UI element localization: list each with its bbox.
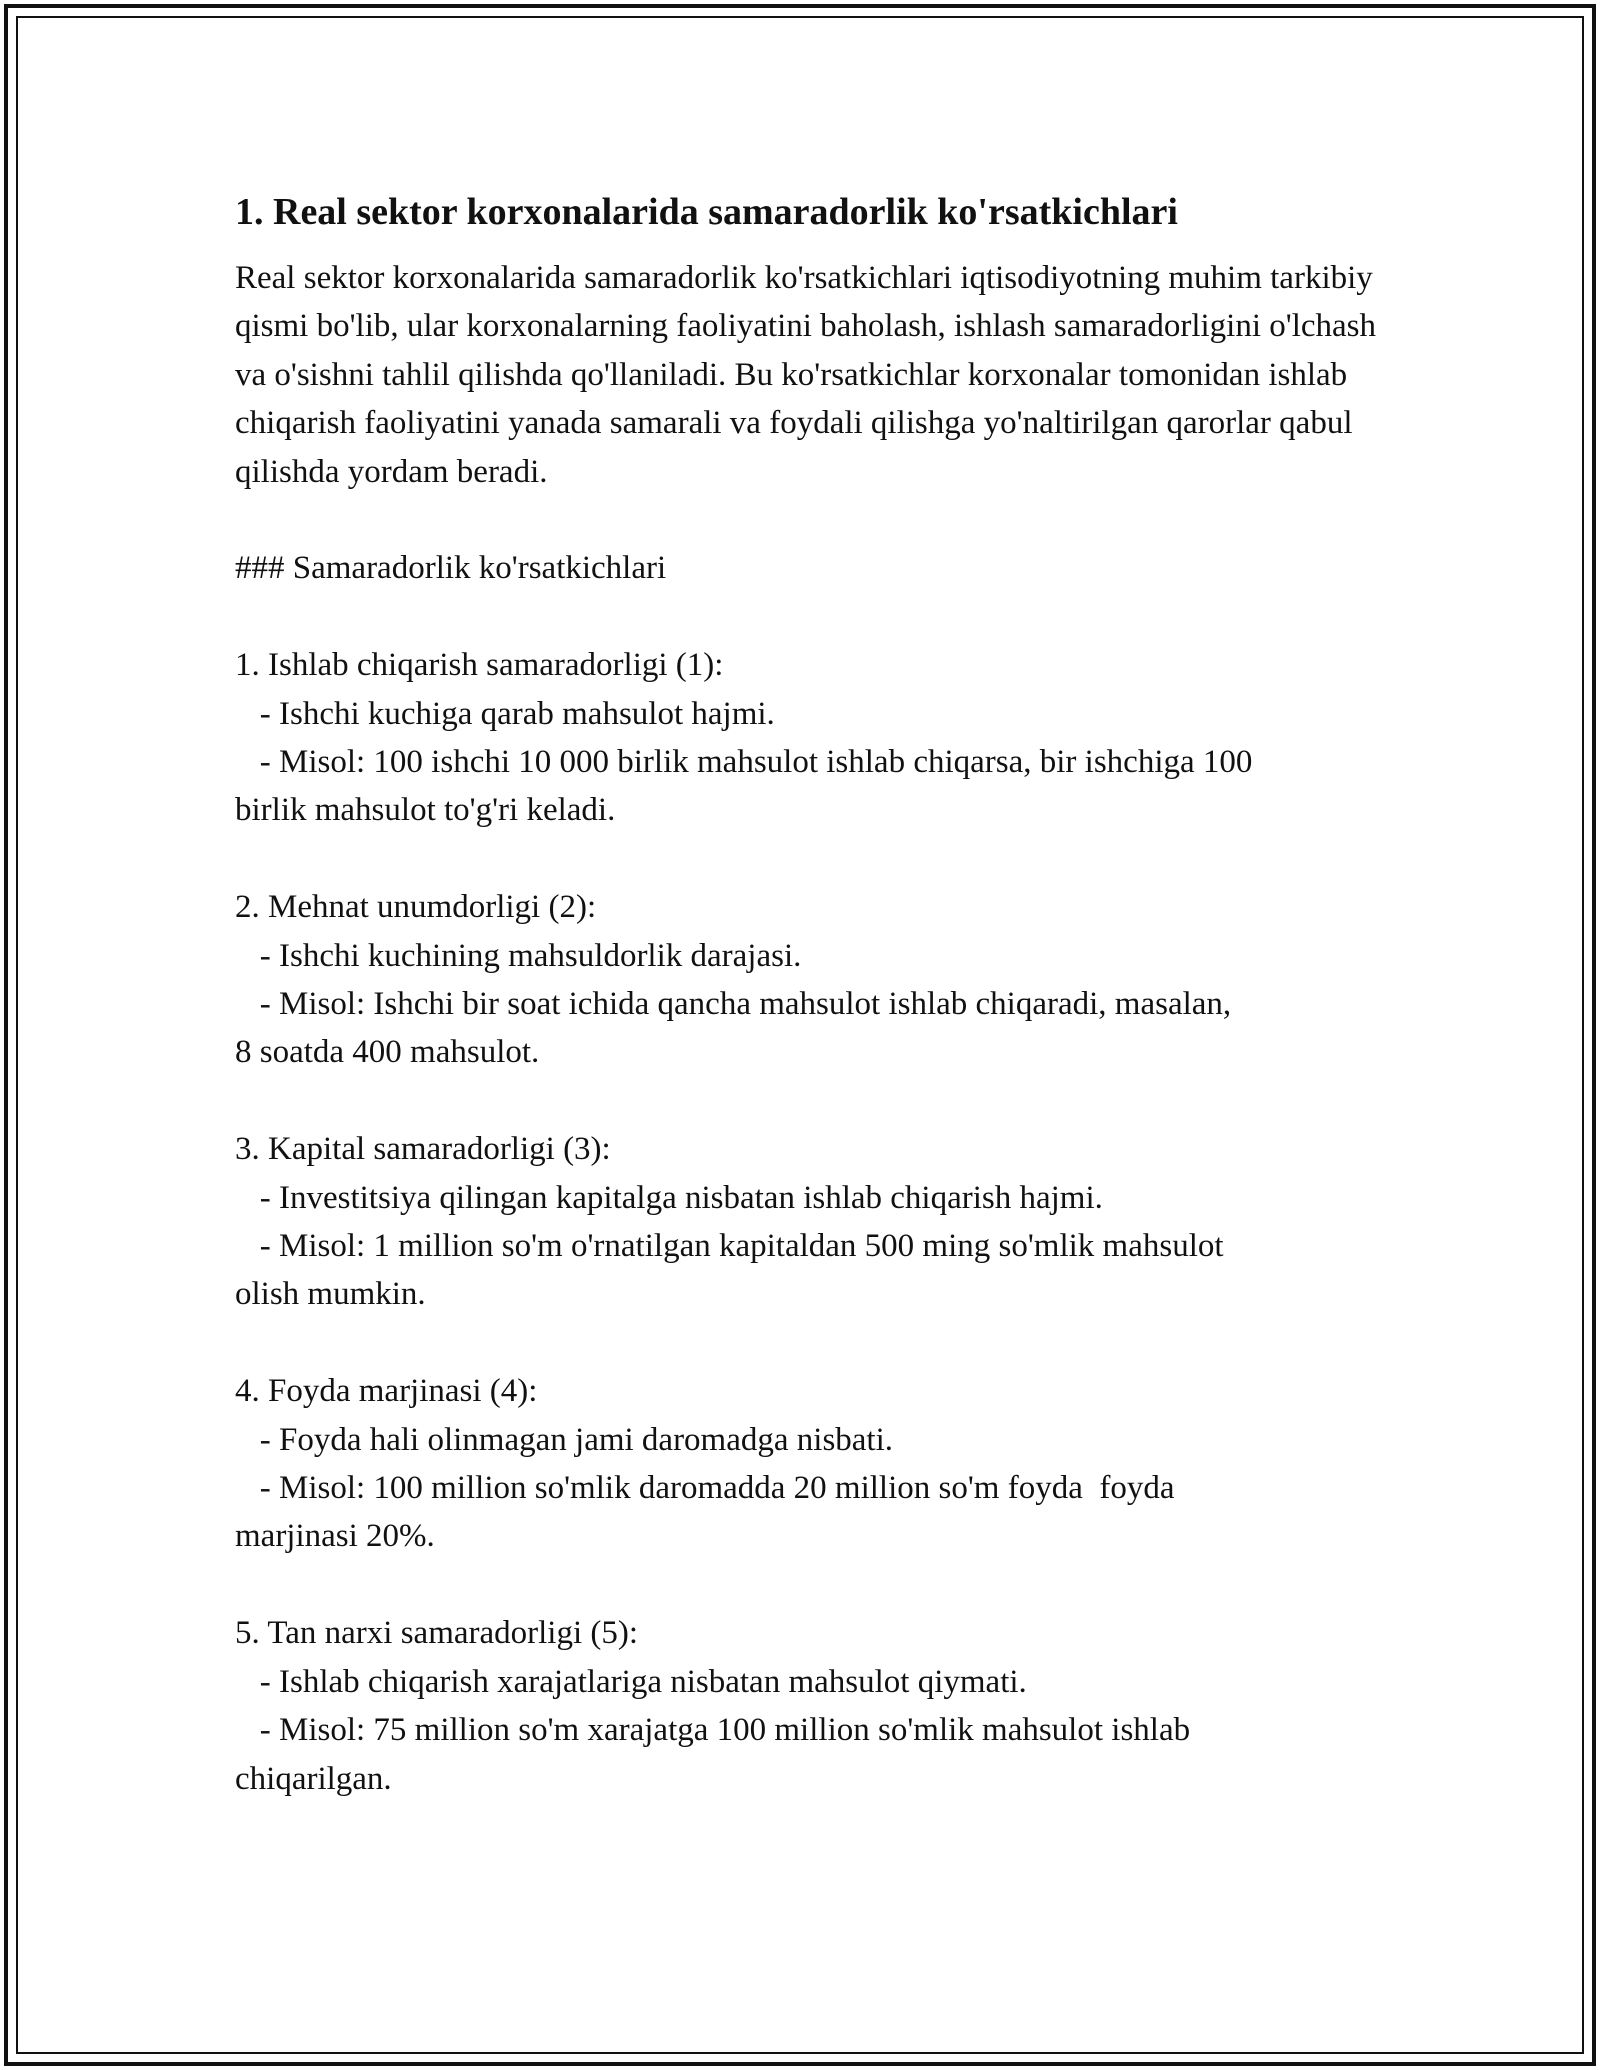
list-item-2 — [235, 883, 1385, 1077]
spacer — [235, 835, 1385, 883]
list-item-3 — [235, 1125, 1385, 1319]
item-point: - Ishchi kuchiga qarab mahsulot hajmi. — [235, 695, 775, 732]
item-heading: 2. Mehnat unumdorligi (2): — [235, 889, 597, 926]
spacer — [235, 1561, 1385, 1609]
item-example-continued: 8 soatda 400 mahsulot. — [235, 1034, 540, 1071]
item-heading: 4. Foyda marjinasi (4): — [235, 1373, 538, 1410]
section-heading: ### Samaradorlik ko'rsatkichlari — [235, 550, 667, 587]
item-example-continued: chiqarilgan. — [235, 1760, 392, 1797]
item-point: - Ishlab chiqarish xarajatlariga nisbatan mahsulot qiymati. — [235, 1663, 1027, 1700]
item-point: - Foyda hali olinmagan jami daromadga nisbati. — [235, 1421, 894, 1458]
item-point: - Investitsiya qilingan kapitalga nisbatan ishlab chiqarish hajmi. — [235, 1179, 1103, 1216]
item-example-continued: birlik mahsulot to'g'ri keladi. — [235, 792, 616, 829]
item-example: - Misol: 100 ishchi 10 000 birlik mahsulot ishlab chiqarsa, bir ishchiga 100 — [235, 744, 1253, 781]
item-heading: 1. Ishlab chiqarish samaradorligi (1): — [235, 647, 724, 684]
item-heading: 3. Kapital samaradorligi (3): — [235, 1131, 611, 1168]
spacer — [235, 1319, 1385, 1367]
list-item-4 — [235, 1367, 1385, 1561]
list-item-1 — [235, 641, 1385, 835]
spacer — [235, 496, 1385, 544]
item-example: - Misol: Ishchi bir soat ichida qancha mahsulot ishlab chiqaradi, masalan, — [235, 986, 1232, 1023]
item-example: - Misol: 75 million so'm xarajatga 100 million so'mlik mahsulot ishlab — [235, 1712, 1191, 1749]
item-heading: 5. Tan narxi samaradorligi (5): — [235, 1615, 639, 1652]
spacer — [235, 593, 1385, 641]
item-example: - Misol: 100 million so'mlik daromadda 20 million so'm foyda foyda — [235, 1470, 1175, 1507]
list-item-5 — [235, 1609, 1385, 1803]
item-example-continued: marjinasi 20%. — [235, 1518, 435, 1555]
item-example-continued: olish mumkin. — [235, 1276, 426, 1313]
spacer — [235, 1077, 1385, 1125]
item-point: - Ishchi kuchining mahsuldorlik darajasi. — [235, 937, 802, 974]
document-title: 1. Real sektor korxonalarida samaradorlik ko'rsatkichlari — [235, 191, 1178, 233]
item-example: - Misol: 1 million so'm o'rnatilgan kapitaldan 500 ming so'mlik mahsulot — [235, 1228, 1224, 1265]
document-body — [235, 186, 1385, 1803]
intro-paragraph: Real sektor korxonalarida samaradorlik ko'rsatkichlari iqtisodiyotning muhim tarkibiy qismi bo'lib, ular korxonalarning faoliyatini baholash, ishlash samaradorligini o'lchash va o'sishni tahlil qilishda qo'llaniladi. Bu ko'rsatkichlar korxonalar tomonidan ishlab chiqarish faoliyatini yanada samarali va foydali qilishga yo'naltirilgan qarorlar qabul qilishda yordam beradi. — [235, 260, 1376, 490]
